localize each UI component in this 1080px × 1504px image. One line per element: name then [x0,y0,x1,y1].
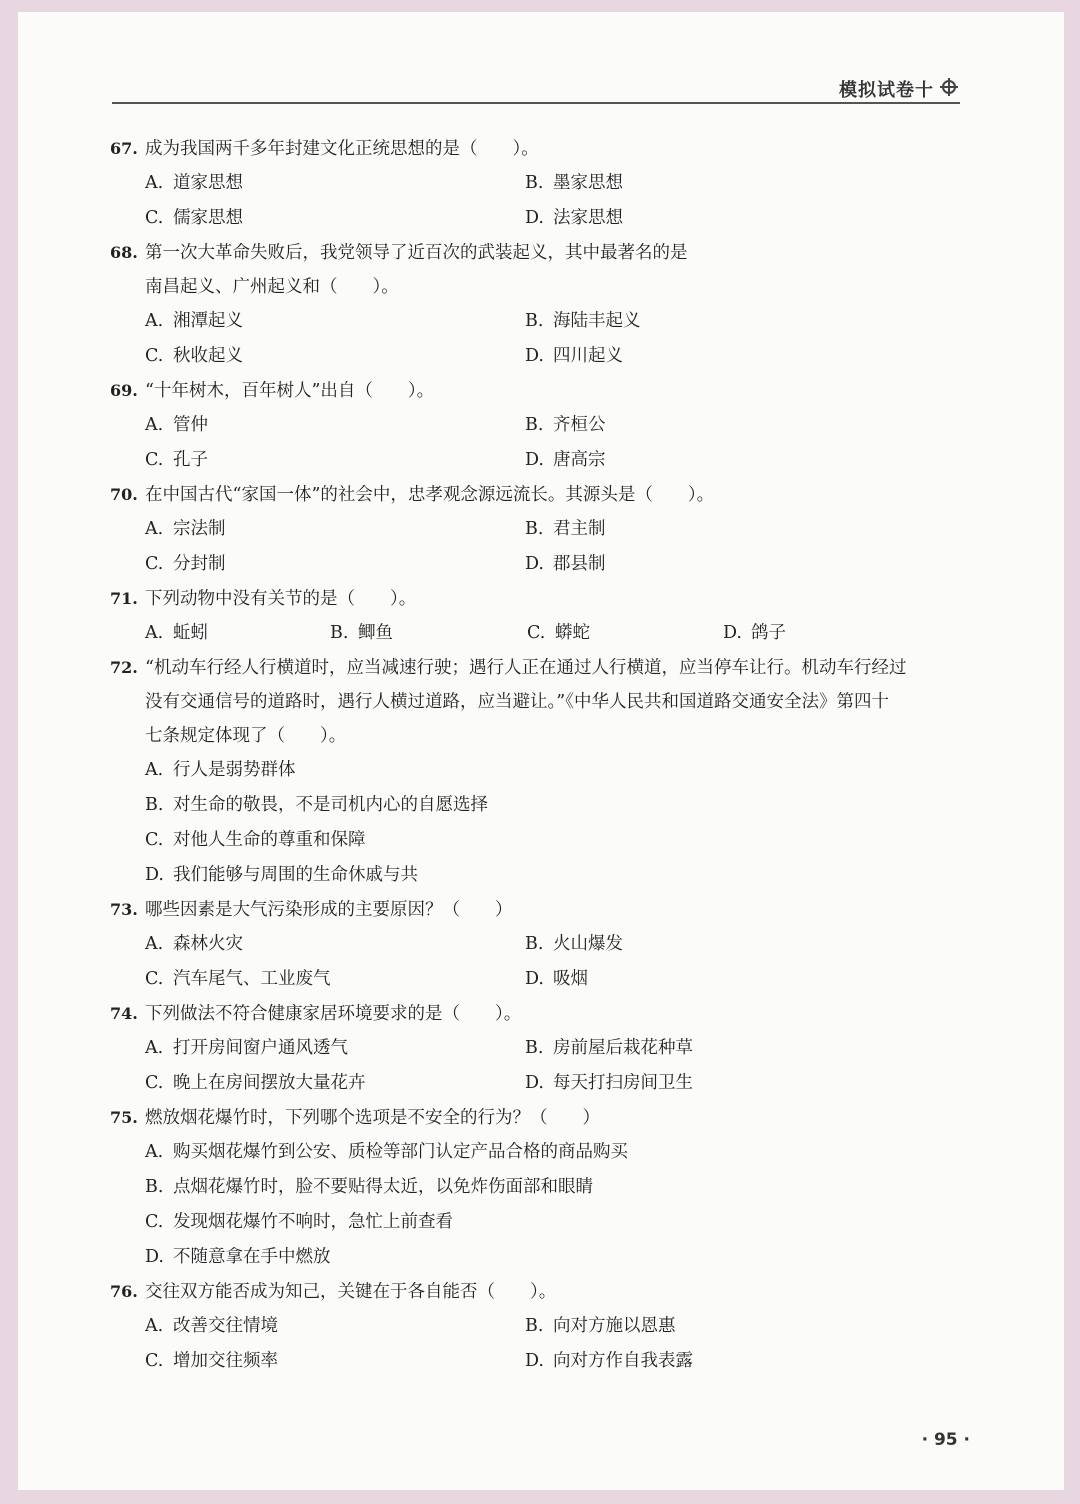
option-d: D. 我们能够与周围的生命休戚与共 [145,865,418,885]
question-list [110,132,990,1379]
option-d: D. 向对方作自我表露 [525,1351,693,1371]
question-70 [110,478,990,582]
options [145,753,990,893]
page-number: · 95 · [921,1430,970,1450]
option-c: C. 晚上在房间摆放大量花卉 [145,1073,366,1093]
options [145,616,990,651]
options [145,1135,990,1275]
option-c: C. 蟒蛇 [527,623,590,643]
question-stem: 下列做法不符合健康家居环境要求的是（ ）。 [145,1004,522,1024]
question-stem: “十年树木，百年树人”出自（ ）。 [145,381,435,401]
option-c: C. 发现烟花爆竹不响时，急忙上前查看 [145,1212,453,1232]
option-b: B. 点烟花爆竹时，脸不要贴得太近，以免炸伤面部和眼睛 [145,1177,593,1197]
question-stem: 燃放烟花爆竹时，下列哪个选项是不安全的行为？（ ） [145,1108,600,1128]
option-a: A. 打开房间窗户通风透气 [145,1038,348,1058]
option-a: A. 宗法制 [145,519,226,539]
option-b: B. 向对方施以恩惠 [525,1316,676,1336]
option-c: C. 汽车尾气、工业废气 [145,969,331,989]
question-74 [110,997,990,1101]
question-75 [110,1101,990,1275]
option-a: A. 改善交往情境 [145,1316,278,1336]
option-b: B. 齐桓公 [525,415,606,435]
option-b: B. 火山爆发 [525,934,623,954]
option-c: C. 儒家思想 [145,208,243,228]
question-number: 70. [110,485,138,504]
options [145,512,990,582]
option-c: C. 对他人生命的尊重和保障 [145,830,366,850]
option-d: D. 鸽子 [723,623,786,643]
option-b: B. 墨家思想 [525,173,623,193]
question-number: 74. [110,1004,138,1023]
question-number: 68. [110,243,138,262]
question-stem: “机动车行经人行横道时，应当减速行驶；遇行人正在通过人行横道，应当停车让行。机动车行经过 没有交通信号的道路时，遇行人横过道路，应当避让。”《中华人民共和国道路交通安全法》第四十 七条规定体现了（ ）。 [145,658,907,746]
option-d: D. 吸烟 [525,969,588,989]
question-number: 72. [110,658,138,677]
question-stem: 第一次大革命失败后，我党领导了近百次的武装起义，其中最著名的是 南昌起义、广州起义和（ ）。 [145,243,688,297]
question-stem: 哪些因素是大气污染形成的主要原因？（ ） [145,900,513,920]
question-68 [110,236,990,374]
option-c: C. 秋收起义 [145,346,243,366]
options [145,927,990,997]
header-title: 模拟试卷十 [839,80,934,101]
question-stem: 交往双方能否成为知己，关键在于各自能否（ ）。 [145,1282,557,1302]
option-d: D. 不随意拿在手中燃放 [145,1247,331,1267]
option-a: A. 道家思想 [145,173,243,193]
question-67 [110,132,990,236]
option-d: D. 唐高宗 [525,450,606,470]
question-number: 75. [110,1108,138,1127]
option-b: B. 对生命的敬畏，不是司机内心的自愿选择 [145,795,488,815]
question-69 [110,374,990,478]
option-c: C. 孔子 [145,450,208,470]
option-a: A. 蚯蚓 [145,623,208,643]
options [145,408,990,478]
page-header [112,74,960,104]
option-b: B. 海陆丰起义 [525,311,641,331]
option-b: B. 鲫鱼 [330,623,393,643]
question-number: 76. [110,1282,138,1301]
option-a: A. 管仲 [145,415,208,435]
option-d: D. 法家思想 [525,208,623,228]
option-d: D. 郡县制 [525,554,606,574]
options [145,166,990,236]
option-b: B. 房前屋后栽花种草 [525,1038,693,1058]
question-stem: 下列动物中没有关节的是（ ）。 [145,589,417,609]
question-stem: 成为我国两千多年封建文化正统思想的是（ ）。 [145,139,539,159]
question-71 [110,582,990,651]
question-73 [110,893,990,997]
question-72 [110,651,990,893]
question-stem: 在中国古代“家国一体”的社会中，忠孝观念源远流长。其源头是（ ）。 [145,485,715,505]
option-c: C. 增加交往频率 [145,1351,278,1371]
option-a: A. 湘潭起义 [145,311,243,331]
option-d: D. 四川起义 [525,346,623,366]
option-a: A. 森林火灾 [145,934,243,954]
option-b: B. 君主制 [525,519,606,539]
question-76 [110,1275,990,1379]
options [145,304,990,374]
option-d: D. 每天打扫房间卫生 [525,1073,693,1093]
question-number: 69. [110,381,138,400]
question-number: 67. [110,139,138,158]
option-c: C. 分封制 [145,554,226,574]
question-number: 73. [110,900,138,919]
exam-page [18,12,1064,1490]
options [145,1309,990,1379]
option-a: A. 行人是弱势群体 [145,760,296,780]
option-a: A. 购买烟花爆竹到公安、质检等部门认定产品合格的商品购买 [145,1142,628,1162]
question-number: 71. [110,589,138,608]
crosshair-icon [942,80,956,94]
options [145,1031,990,1101]
